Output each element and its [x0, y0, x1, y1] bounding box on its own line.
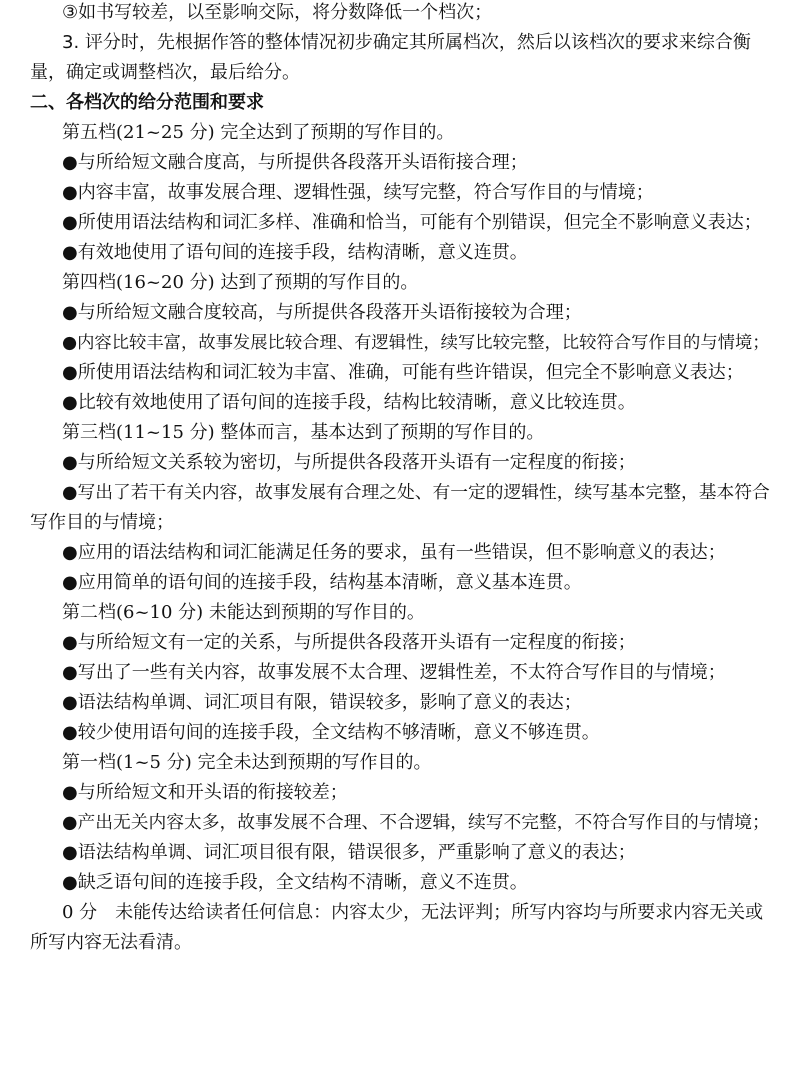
tier-3-item-1: ●与所给短文关系较为密切，与所提供各段落开头语有一定程度的衔接； — [62, 452, 636, 473]
tier-5-heading: 第五档(21~25 分) 完全达到了预期的写作目的。 — [62, 122, 455, 143]
tier-3-item-2-continued: 写作目的与情境； — [30, 512, 174, 533]
zero-score-line-1: 0 分 未能传达给读者任何信息：内容太少，无法评判；所写内容均与所要求内容无关或 — [62, 902, 764, 923]
tier-5-item-2: ●内容丰富，故事发展合理、逻辑性强，续写完整，符合写作目的与情境； — [62, 182, 654, 203]
tier-4-heading: 第四档(16~20 分) 达到了预期的写作目的。 — [62, 272, 419, 293]
tier-3-heading: 第三档(11~15 分) 整体而言，基本达到了预期的写作目的。 — [62, 422, 545, 443]
tier-1-item-4: ●缺乏语句间的连接手段，全文结构不清晰，意义不连贯。 — [62, 872, 528, 893]
tier-1-item-3: ●语法结构单调、词汇项目很有限，错误很多，严重影响了意义的表达； — [62, 842, 636, 863]
tier-4-item-1: ●与所给短文融合度较高，与所提供各段落开头语衔接较为合理； — [62, 302, 582, 323]
tier-3-item-2: ●写出了若干有关内容，故事发展有合理之处、有一定的逻辑性，续写基本完整，基本符合 — [62, 483, 770, 503]
tier-2-heading: 第二档(6~10 分) 未能达到预期的写作目的。 — [62, 602, 425, 623]
tier-3-item-3: ●应用的语法结构和词汇能满足任务的要求，虽有一些错误，但不影响意义的表达； — [62, 542, 726, 563]
zero-score-line-2: 所写内容无法看清。 — [30, 932, 192, 953]
tier-1-heading: 第一档(1~5 分) 完全未达到预期的写作目的。 — [62, 752, 432, 773]
rule-line-handwriting: ③如书写较差，以至影响交际，将分数降低一个档次； — [62, 2, 493, 23]
tier-5-item-1: ●与所给短文融合度高，与所提供各段落开头语衔接合理； — [62, 152, 528, 173]
tier-1-item-1: ●与所给短文和开头语的衔接较差； — [62, 782, 348, 803]
tier-2-item-2: ●写出了一些有关内容，故事发展不太合理、逻辑性差，不太符合写作目的与情境； — [62, 662, 726, 683]
tier-2-item-1: ●与所给短文有一定的关系，与所提供各段落开头语有一定程度的衔接； — [62, 632, 636, 653]
tier-3-item-4: ●应用简单的语句间的连接手段，结构基本清晰，意义基本连贯。 — [62, 572, 582, 593]
tier-4-item-4: ●比较有效地使用了语句间的连接手段，结构比较清晰，意义比较连贯。 — [62, 392, 636, 413]
tier-4-item-2: ●内容比较丰富，故事发展比较合理、有逻辑性，续写比较完整，比较符合写作目的与情境； — [62, 333, 770, 353]
tier-2-item-4: ●较少使用语句间的连接手段，全文结构不够清晰，意义不够连贯。 — [62, 722, 600, 743]
tier-4-item-3: ●所使用语法结构和词汇较为丰富、准确，可能有些许错误，但完全不影响意义表达； — [62, 362, 744, 383]
tier-5-item-3: ●所使用语法结构和词汇多样、准确和恰当，可能有个别错误，但完全不影响意义表达； — [62, 212, 762, 233]
tier-5-item-4: ●有效地使用了语句间的连接手段，结构清晰，意义连贯。 — [62, 242, 528, 263]
tier-2-item-3: ●语法结构单调、词汇项目有限，错误较多，影响了意义的表达； — [62, 692, 582, 713]
tier-1-item-2: ●产出无关内容太多，故事发展不合理、不合逻辑，续写不完整，不符合写作目的与情境； — [62, 813, 770, 833]
scoring-note-line-1: 3. 评分时，先根据作答的整体情况初步确定其所属档次，然后以该档次的要求来综合衡 — [62, 32, 751, 53]
section-heading: 二、各档次的给分范围和要求 — [30, 92, 264, 113]
scoring-note-line-2: 量，确定或调整档次，最后给分。 — [30, 62, 300, 83]
